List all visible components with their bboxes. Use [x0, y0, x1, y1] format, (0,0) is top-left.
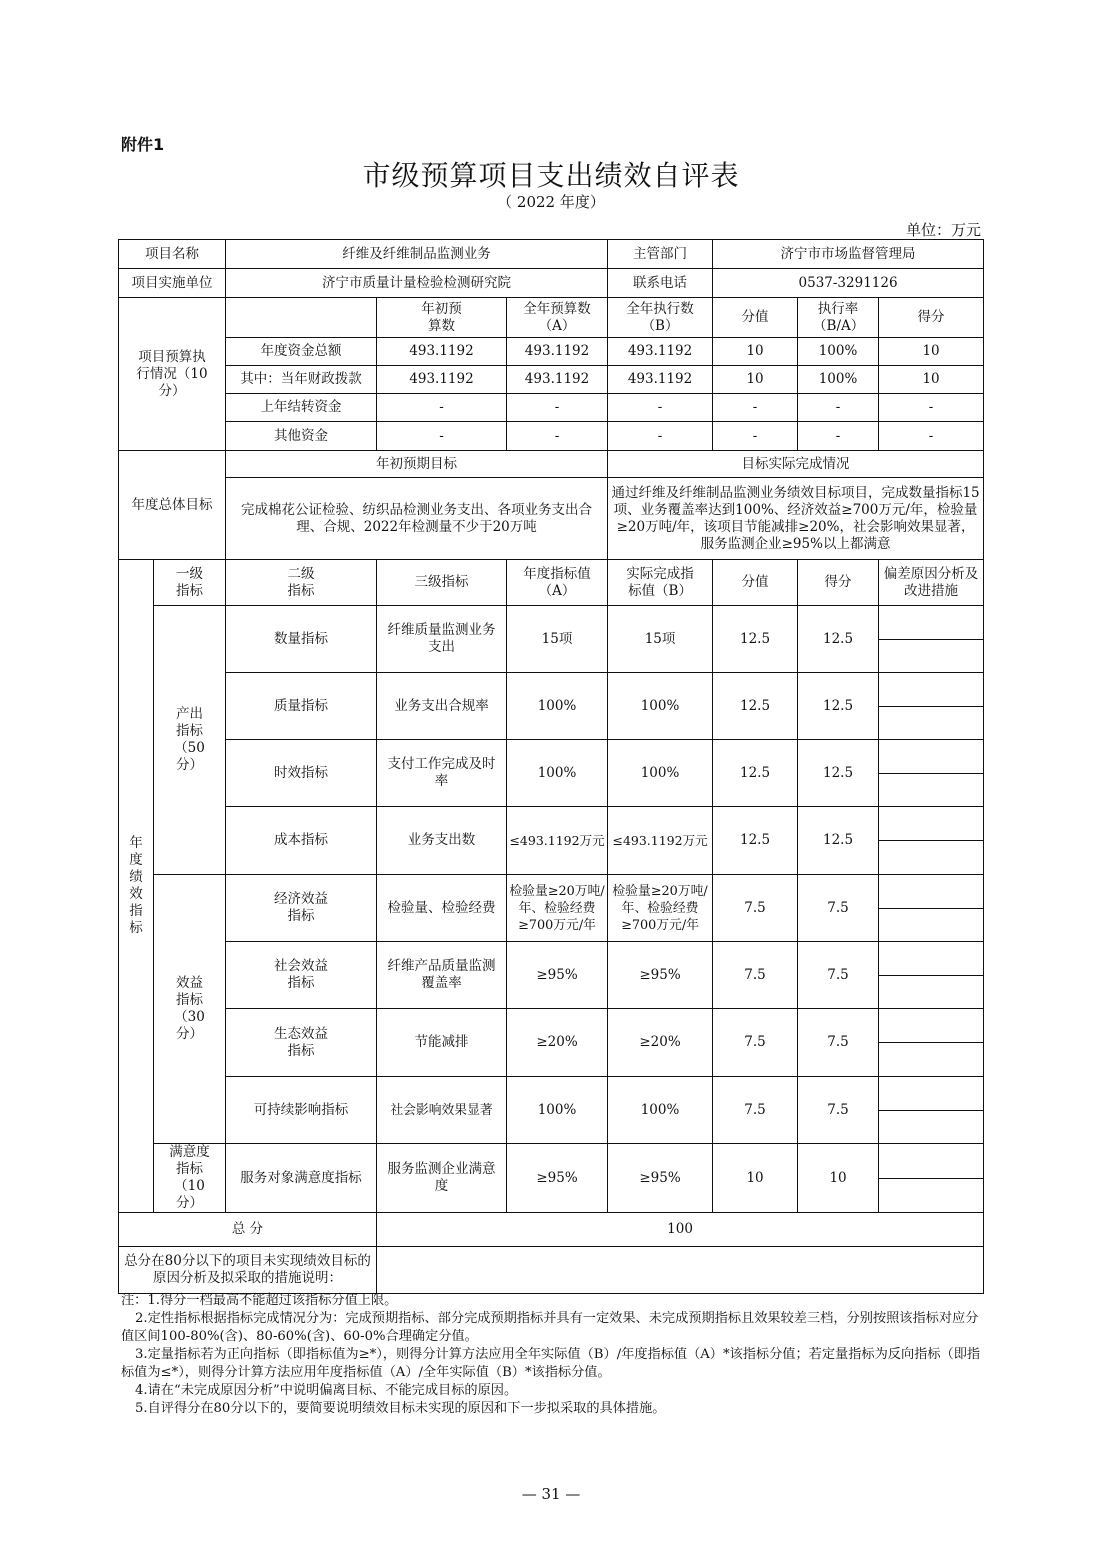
cell: 12.5 [713, 606, 798, 673]
cell: - [377, 422, 507, 451]
ind-col-0: 一级指标 [154, 560, 226, 606]
ind-col-6: 得分 [798, 560, 879, 606]
cell: 10 [713, 338, 798, 366]
table-row [119, 338, 984, 366]
l2: 服务对象满意度指标 [226, 1144, 377, 1213]
cell: 10 [879, 338, 984, 366]
cell: 7.5 [798, 1077, 879, 1144]
l2: 质量指标 [226, 673, 377, 740]
cell: 100% [608, 1077, 713, 1144]
l2: 社会效益指标 [226, 942, 377, 1009]
cell: 10 [879, 366, 984, 394]
cell: 7.5 [798, 942, 879, 1009]
budget-col-4: 执行率（B/A） [798, 298, 879, 338]
table-row [119, 606, 984, 673]
cell: ≥95% [507, 1144, 608, 1213]
cell: 12.5 [713, 740, 798, 807]
cell: - [608, 422, 713, 451]
cell: 493.1192 [377, 338, 507, 366]
l3: 节能减排 [377, 1009, 507, 1077]
cell: 7.5 [713, 1009, 798, 1077]
l2: 可持续影响指标 [226, 1077, 377, 1144]
page-title: 市级预算项目支出绩效自评表 [362, 159, 740, 192]
budget-row-label: 年度资金总额 [226, 338, 377, 366]
note: 2.定性指标根据指标完成情况分为：完成预期指标、部分完成预期指标并具有一定效果、未完成预期指标且效果较差三档，分别按照该指标对应分值区间100-80%(含)、80-60%(含)、60-0%合理确定分值。 [121, 1311, 979, 1344]
notes [121, 1292, 983, 1418]
cell: 15项 [507, 606, 608, 673]
cell: 15项 [608, 606, 713, 673]
note: 3.定量指标若为正向指标（即指标值为≥*），则得分计算方法应用全年实际值（B）/年度指标值（A）*该指标分值；若定量指标为反向指标（即指标值为≤*），则得分计算方法应用年度指标值（A）/全年实际值（B）*该指标分值。 [121, 1347, 981, 1380]
deviation-cell [879, 673, 984, 740]
cell: - [713, 394, 798, 422]
cell: ≥20% [608, 1009, 713, 1077]
goals-section-label: 年度总体目标 [119, 451, 226, 560]
cell: 7.5 [798, 1009, 879, 1077]
table-row [119, 1077, 984, 1144]
cell: 100% [798, 338, 879, 366]
cell: 493.1192 [608, 338, 713, 366]
cell: - [377, 394, 507, 422]
cell: - [798, 394, 879, 422]
explain-label: 总分在80分以下的项目未实现绩效目标的原因分析及拟采取的措施说明： [119, 1247, 377, 1294]
project-name: 纤维及纤维制品监测业务 [226, 240, 608, 269]
indicators-section-label: 年度绩效指标 [119, 560, 154, 1213]
l3: 纤维质量监测业务支出 [377, 606, 507, 673]
cell: 100% [507, 673, 608, 740]
cell: ≥95% [608, 1144, 713, 1213]
budget-col-1: 全年预算数（A） [507, 298, 608, 338]
cell: 493.1192 [507, 338, 608, 366]
l3: 业务支出合规率 [377, 673, 507, 740]
goals-actual-label: 目标实际完成情况 [608, 451, 984, 478]
phone: 0537-3291126 [713, 269, 984, 298]
table-row [119, 875, 984, 942]
project-name-label: 项目名称 [119, 240, 226, 269]
table-row [119, 740, 984, 807]
cell: 10 [798, 1144, 879, 1213]
deviation-cell [879, 740, 984, 807]
table-row [119, 1144, 984, 1213]
l3: 支付工作完成及时率 [377, 740, 507, 807]
deviation-cell [879, 606, 984, 673]
cell: 12.5 [798, 606, 879, 673]
deviation-cell [879, 942, 984, 1009]
deviation-cell [879, 875, 984, 942]
deviation-cell [879, 1077, 984, 1144]
note: 5.自评得分在80分以下的，要简要说明绩效目标未实现的原因和下一步拟采取的具体措施。 [135, 1401, 666, 1416]
cell: ≥95% [608, 942, 713, 1009]
l3: 业务支出数 [377, 807, 507, 875]
deviation-cell [879, 1144, 984, 1213]
attachment-label: 附件1 [121, 135, 165, 154]
cell: 493.1192 [377, 366, 507, 394]
cell: 12.5 [713, 807, 798, 875]
l3: 检验量、检验经费 [377, 875, 507, 942]
table-row [119, 1009, 984, 1077]
l2: 时效指标 [226, 740, 377, 807]
cell: - [608, 394, 713, 422]
l3: 服务监测企业满意度 [377, 1144, 507, 1213]
cell: 100% [608, 740, 713, 807]
cell: - [507, 422, 608, 451]
l2: 成本指标 [226, 807, 377, 875]
cell: ≥95% [507, 942, 608, 1009]
budget-corner [226, 298, 377, 338]
cell: 12.5 [798, 807, 879, 875]
ind-col-1: 二级指标 [226, 560, 377, 606]
deviation-cell [879, 807, 984, 875]
budget-col-5: 得分 [879, 298, 984, 338]
table-row [119, 942, 984, 1009]
total-label: 总 分 [119, 1213, 377, 1247]
cell: 7.5 [713, 1077, 798, 1144]
ind-col-2: 三级指标 [377, 560, 507, 606]
cell: ≥20% [507, 1009, 608, 1077]
budget-row-label: 其中：当年财政拨款 [226, 366, 377, 394]
group-output: 产出指标（50分） [154, 606, 226, 875]
cell: - [507, 394, 608, 422]
goals-planned: 完成棉花公证检验、纺织品检测业务支出、各项业务支出合理、合规、2022年检测量不少于20万吨 [226, 478, 608, 560]
table-row [119, 422, 984, 451]
goals-planned-label: 年初预期目标 [226, 451, 608, 478]
page-number: — 31 — [521, 1485, 581, 1503]
self-evaluation-table [118, 239, 984, 1294]
budget-row-label: 其他资金 [226, 422, 377, 451]
l2: 经济效益指标 [226, 875, 377, 942]
cell: 7.5 [713, 875, 798, 942]
dept: 济宁市市场监督管理局 [713, 240, 984, 269]
cell: 493.1192 [507, 366, 608, 394]
cell: - [879, 422, 984, 451]
cell: - [879, 394, 984, 422]
table-row [119, 366, 984, 394]
deviation-cell [879, 1009, 984, 1077]
l2: 数量指标 [226, 606, 377, 673]
budget-col-3: 分值 [713, 298, 798, 338]
cell: 12.5 [798, 740, 879, 807]
table-row [119, 673, 984, 740]
budget-section-label: 项目预算执行情况（10分） [119, 298, 226, 451]
l3: 社会影响效果显著 [377, 1077, 507, 1144]
cell: 7.5 [798, 875, 879, 942]
cell: ≤493.1192万元 [608, 807, 713, 875]
l3: 纤维产品质量监测覆盖率 [377, 942, 507, 1009]
cell: 7.5 [713, 942, 798, 1009]
impl: 济宁市质量计量检验检测研究院 [226, 269, 608, 298]
cell: 10 [713, 366, 798, 394]
cell: 100% [507, 740, 608, 807]
note: 4.请在“未完成原因分析”中说明偏离目标、不能完成目标的原因。 [135, 1383, 518, 1398]
table-row [119, 394, 984, 422]
cell: 检验量≥20万吨/年、检验经费≥700万元/年 [608, 875, 713, 942]
group-benefit: 效益指标（30分） [154, 875, 226, 1144]
cell: 100% [507, 1077, 608, 1144]
ind-col-7: 偏差原因分析及改进措施 [879, 560, 984, 606]
group-satisfaction: 满意度指标（10分） [154, 1144, 226, 1213]
cell: 12.5 [798, 673, 879, 740]
budget-row-label: 上年结转资金 [226, 394, 377, 422]
cell: - [798, 422, 879, 451]
ind-col-3: 年度指标值（A） [507, 560, 608, 606]
unit-label: 单位：万元 [905, 221, 981, 239]
table-row [119, 807, 984, 875]
cell: 10 [713, 1144, 798, 1213]
ind-col-4: 实际完成指标值（B） [608, 560, 713, 606]
budget-col-0: 年初预算数 [377, 298, 507, 338]
dept-label: 主管部门 [608, 240, 713, 269]
cell: 12.5 [713, 673, 798, 740]
page-subtitle: （ 2022 年度） [497, 193, 605, 211]
l2: 生态效益指标 [226, 1009, 377, 1077]
impl-label: 项目实施单位 [119, 269, 226, 298]
total-value: 100 [377, 1213, 984, 1247]
cell: ≤493.1192万元 [507, 807, 608, 875]
phone-label: 联系电话 [608, 269, 713, 298]
cell: - [713, 422, 798, 451]
note: 注：1.得分一档最高不能超过该指标分值上限。 [121, 1293, 398, 1308]
cell: 检验量≥20万吨/年、检验经费≥700万元/年 [507, 875, 608, 942]
cell: 100% [798, 366, 879, 394]
goals-actual: 通过纤维及纤维制品监测业务绩效目标项目，完成数量指标15项、业务覆盖率达到100%、经济效益≥700万元/年，检验量≥20万吨/年，该项目节能减排≥20%，社会影响效果显著，服务监测企业≥95%以上都满意 [608, 478, 984, 560]
budget-col-2: 全年执行数（B） [608, 298, 713, 338]
cell: 493.1192 [608, 366, 713, 394]
explain-value [377, 1247, 984, 1294]
cell: 100% [608, 673, 713, 740]
ind-col-5: 分值 [713, 560, 798, 606]
